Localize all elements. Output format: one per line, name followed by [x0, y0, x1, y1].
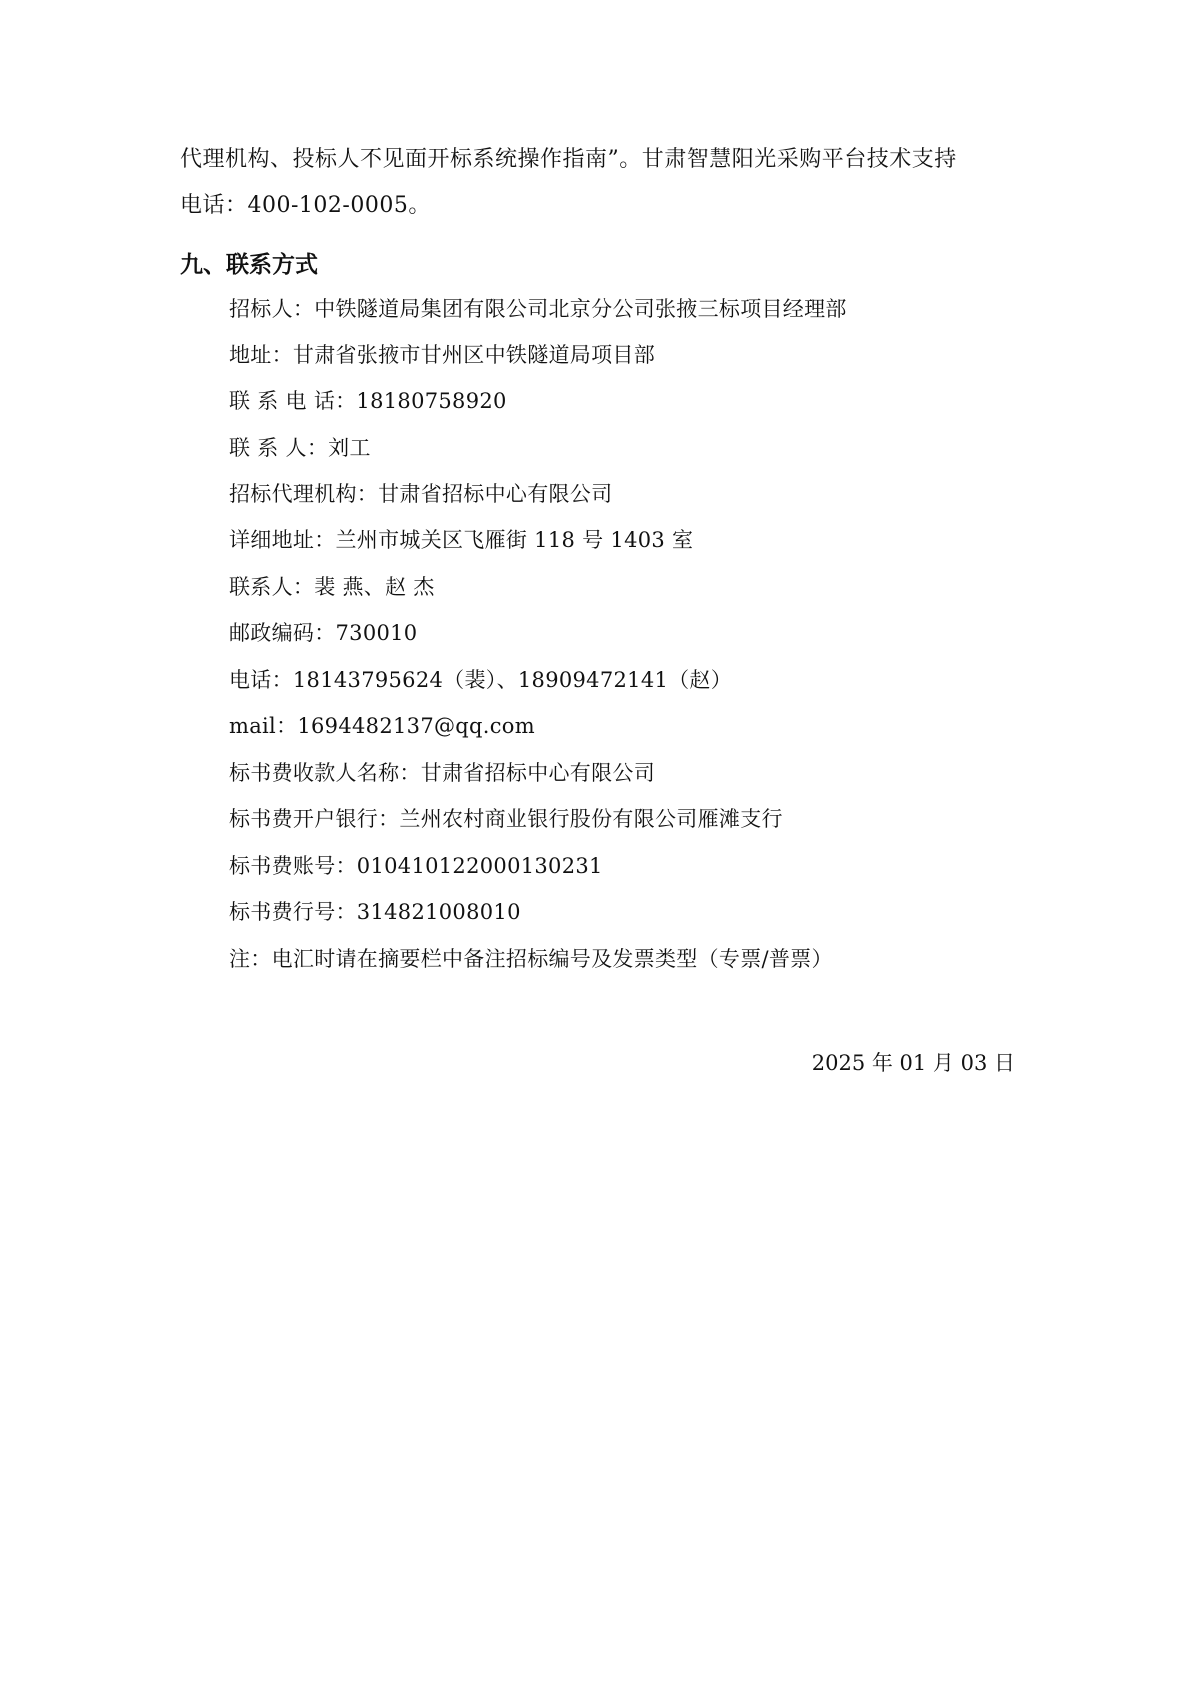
contact-email: mail：1694482137@qq.com — [229, 714, 535, 738]
remittance-note: 注：电汇时请在摘要栏中备注招标编号及发票类型（专票/普票） — [229, 947, 833, 971]
fee-account-number: 标书费账号：010410122000130231 — [229, 854, 603, 878]
section-heading: 九、联系方式 — [180, 252, 318, 278]
contact-agency-persons: 联系人：裴 燕、赵 杰 — [229, 575, 435, 599]
fee-bank-code: 标书费行号：314821008010 — [229, 900, 521, 924]
fee-payee-name: 标书费收款人名称：甘肃省招标中心有限公司 — [229, 761, 655, 785]
intro-line-1: 代理机构、投标人不见面开标系统操作指南”。甘肃智慧阳光采购平台技术支持 — [180, 147, 957, 172]
contact-agency-address: 详细地址：兰州市城关区飞雁街 118 号 1403 室 — [229, 528, 694, 552]
contact-tenderer: 招标人：中铁隧道局集团有限公司北京分公司张掖三标项目经理部 — [229, 297, 847, 321]
intro-line-2: 电话：400-102-0005。 — [180, 193, 431, 218]
contact-phone: 联 系 电 话：18180758920 — [229, 389, 507, 413]
contact-postcode: 邮政编码：730010 — [229, 621, 418, 645]
document-date: 2025 年 01 月 03 日 — [811, 1051, 1015, 1075]
contact-person: 联 系 人：刘工 — [229, 436, 371, 460]
fee-bank: 标书费开户银行：兰州农村商业银行股份有限公司雁滩支行 — [229, 807, 783, 831]
contact-address: 地址：甘肃省张掖市甘州区中铁隧道局项目部 — [229, 343, 655, 367]
contact-agency: 招标代理机构：甘肃省招标中心有限公司 — [229, 482, 613, 506]
contact-agency-phones: 电话：18143795624（裴）、18909472141（赵） — [229, 668, 733, 692]
